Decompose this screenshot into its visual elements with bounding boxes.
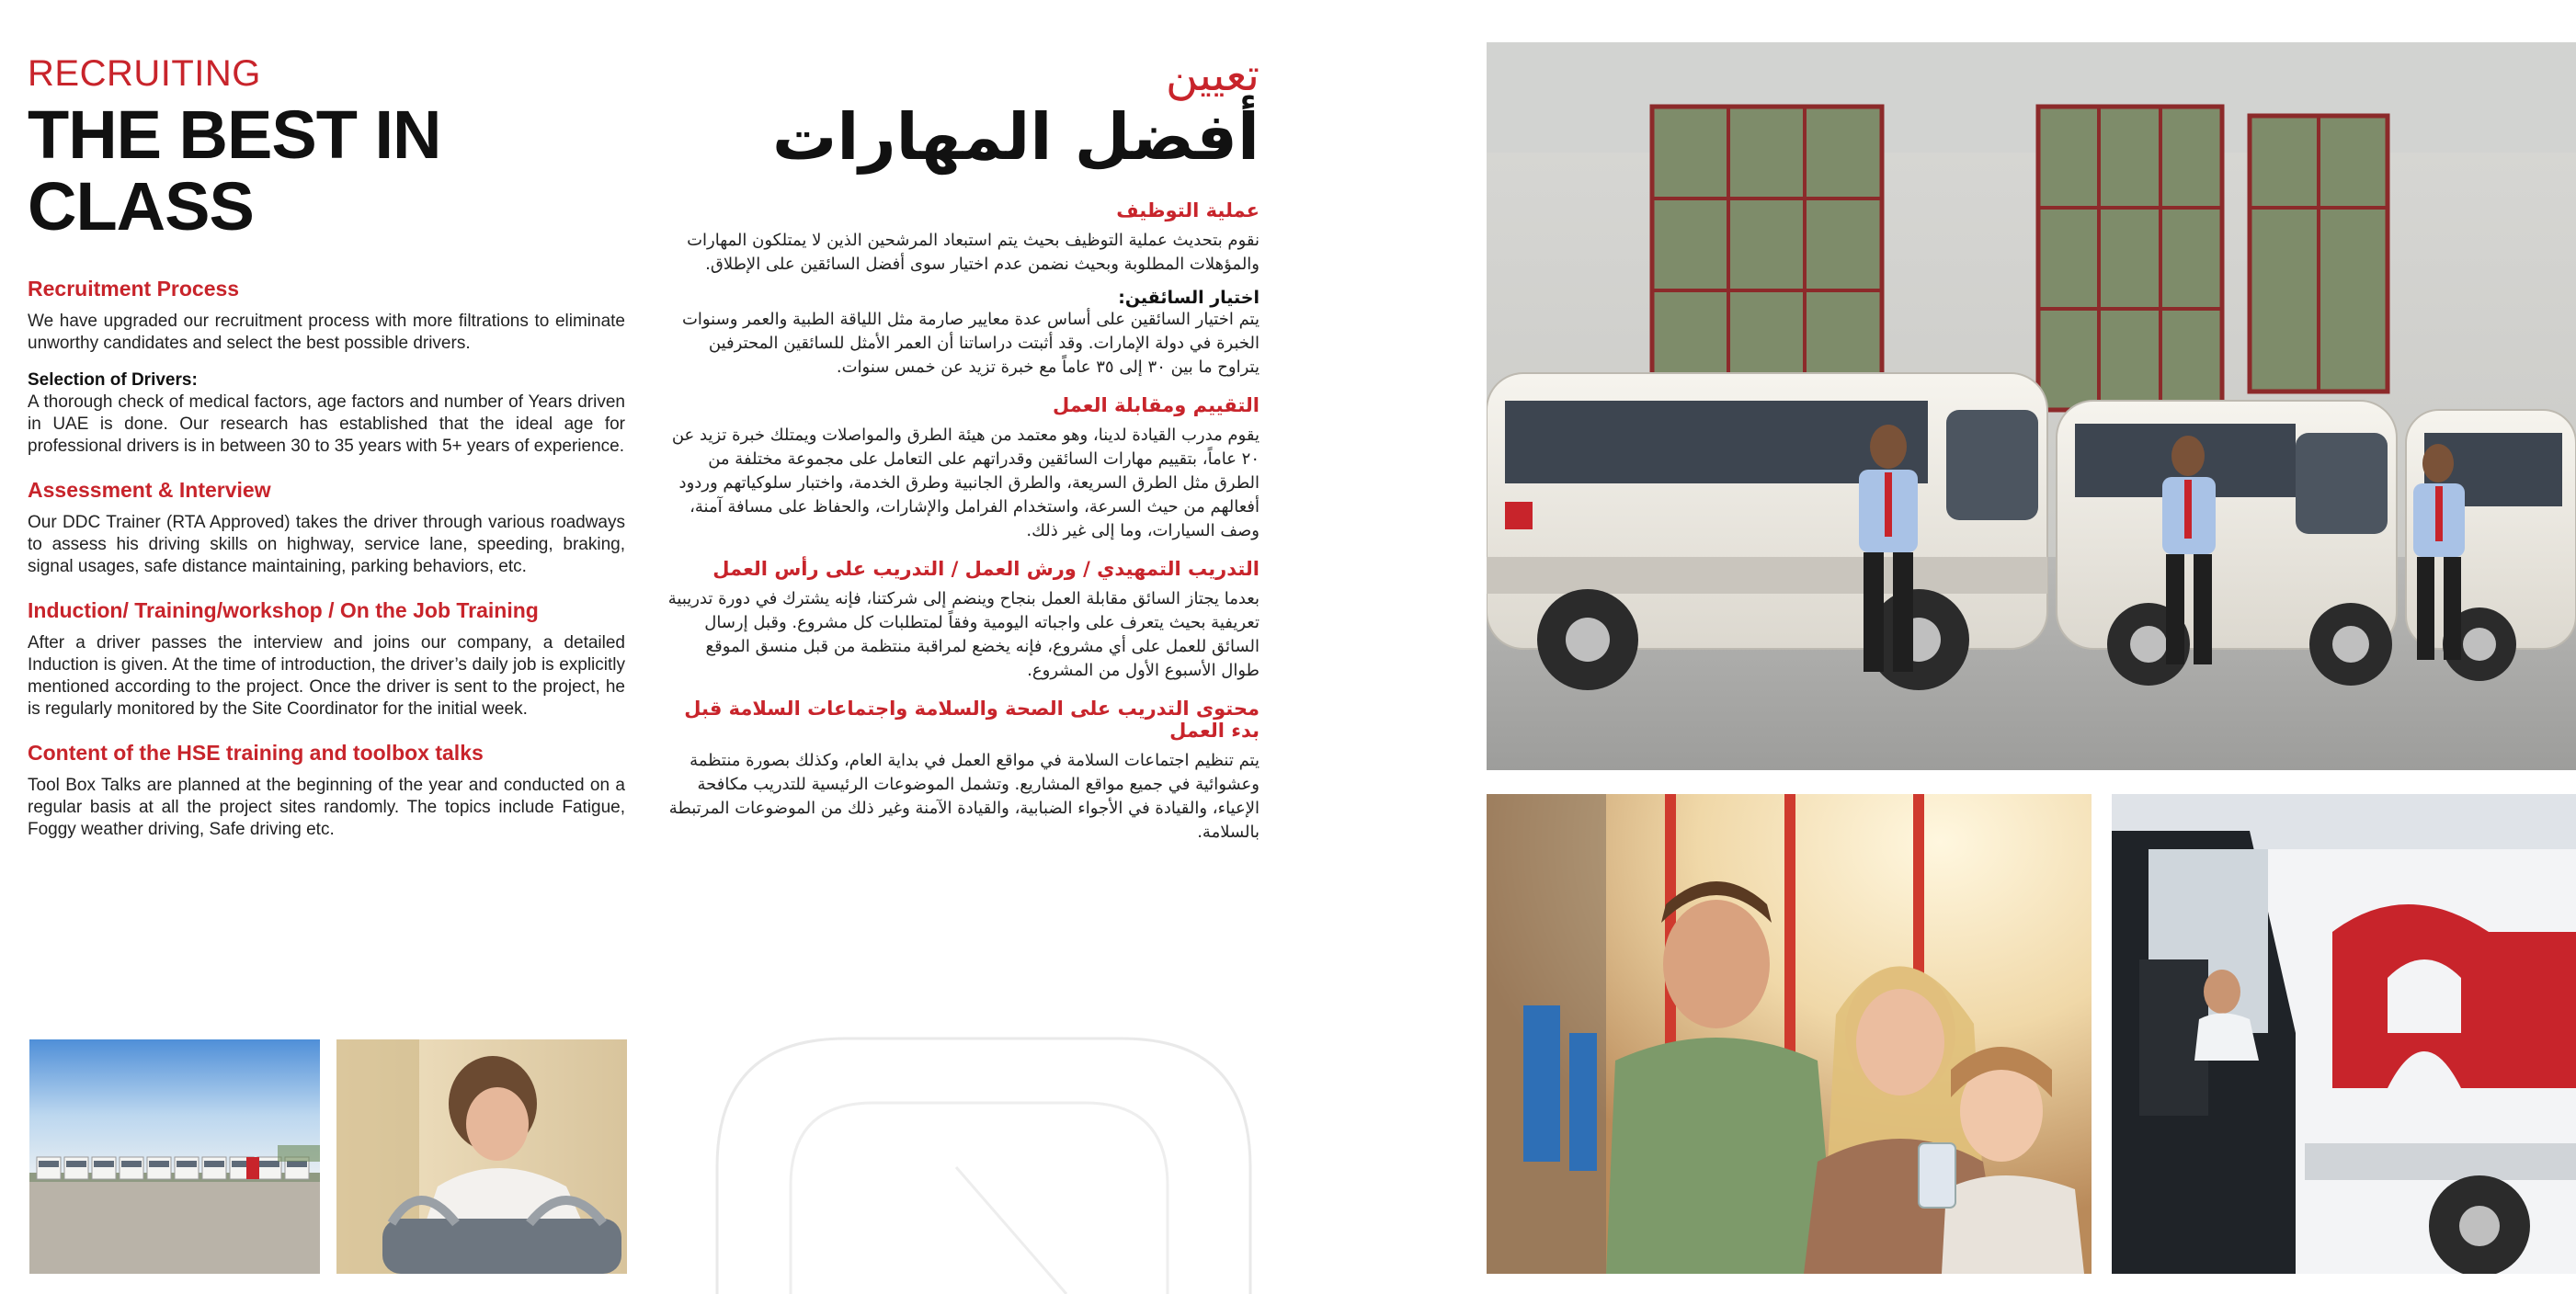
en-body-assessment: Our DDC Trainer (RTA Approved) takes the driver through various roadways to assess his driving skills on highway, service lane, speeding, braking, signal usages, safe distance maintaining, parking behaviors, etc.	[28, 513, 625, 577]
en-body-hse: Tool Box Talks are planned at the beginning of the year and conducted on a regular basis at all the project sites randomly. The topics include Fatigue, Foggy weather driving, Safe driving etc.	[28, 776, 625, 840]
ar-section-assessment	[667, 394, 1260, 543]
ar-title: أفضل المهارات	[772, 98, 1260, 175]
english-column	[28, 53, 625, 841]
drivers-minibuses-photo	[1487, 42, 2576, 770]
en-section-hse	[28, 741, 625, 841]
en-kicker: RECRUITING	[28, 53, 261, 94]
en-heading-assessment: Assessment & Interview	[28, 478, 271, 503]
ar-body-selection: يتم اختيار السائقين على أساس عدة معايير صارمة مثل اللياقة الطبية والعمر وسنوات الخبرة في دولة الإمارات. وقد أثبتت دراساتنا أن العمر الأمثل للسائقين المحترفين يتراوح ما بين ٣٠ إلى ٣٥ عاماً مع خبرة تزيد عن خمس سنوات.	[681, 310, 1260, 378]
ar-section-induction	[667, 558, 1260, 683]
en-heading-induction: Induction/ Training/workshop / On the Job Training	[28, 598, 539, 623]
background-logo-outline	[680, 1020, 1269, 1294]
ar-body-assessment: يقوم مدرب القيادة لدينا، وهو معتمد من هيئة الطرق والمواصلات ويمتلك خبرة تزيد عن ٢٠ عاماً، بتقييم مهارات السائقين وقدراتهم على التعامل على مجموعة مختلفة من الطرق مثل الطرق السريعة، والطرق الجانبية وطرق الخدمة، واختبار سلوكياتهم وردود أفعالهم من حيث السرعة، واستخدام الفرامل والإشارات، والحفاظ على مسافة آمنة، وصف السيارات، وما إلى غير ذلك.	[671, 426, 1260, 541]
en-body-selection: A thorough check of medical factors, age factors and number of Years driven in UAE is done. Our research has established that the ideal age for professional drivers is in between 30 to 35 years with 5+ years of experience.	[28, 392, 625, 457]
en-section-induction	[28, 598, 625, 721]
ar-body-recruitment: نقوم بتحديث عملية التوظيف بحيث يتم استبعاد المرشحين الذين لا يمتلكون المهارات والمؤهلات المطلوبة وبحيث نضمن عدم اختيار سوى أفضل السائقين على الإطلاق.	[687, 231, 1260, 275]
en-heading-recruitment: Recruitment Process	[28, 277, 240, 301]
fleet-yard-photo	[29, 1039, 320, 1274]
ar-heading-recruitment: عملية التوظيف	[1116, 199, 1260, 222]
arabic-column	[667, 51, 1260, 845]
ar-heading-hse: محتوى التدريب على الصحة والسلامة واجتماعات السلامة قبل بدء العمل	[684, 698, 1260, 743]
ar-subheading-selection: اختيار السائقين:	[1118, 288, 1260, 309]
ar-body-induction: بعدما يجتاز السائق مقابلة العمل بنجاح وينضم إلى شركتنا، فإنه يشترك في دورة تدريبية تعريفية بحيث يتعرف على واجباته اليومية وفقاً لمتطلبات كل مشروع. وقبل إرسال السائق للعمل على أي مشروع، فإنه يخضع لمراقبة منتظمة من قبل منسق الموقع طوال الأسبوع الأول من المشروع.	[667, 589, 1260, 681]
en-section-assessment	[28, 478, 625, 578]
en-body-recruitment: We have upgraded our recruitment process with more filtrations to eliminate unworthy candidates and select the best possible drivers.	[28, 312, 625, 354]
en-body-induction: After a driver passes the interview and joins our company, a detailed Induction is given. At the time of introduction, the driver’s daily job is explicitly mentioned according to the project. Once the driver is sent to the project, he is regularly monitored by the Site Coordinator for the initial week.	[28, 633, 625, 720]
ar-heading-assessment: التقييم ومقابلة العمل	[1052, 394, 1260, 417]
coach-driver-photo	[2112, 794, 2576, 1274]
ar-heading-induction: التدريب التمهيدي / ورش العمل / التدريب على رأس العمل	[712, 558, 1260, 581]
passengers-photo	[1487, 794, 2092, 1274]
ar-body-hse: يتم تنظيم اجتماعات السلامة في مواقع العمل في بداية العام، وكذلك بصورة منتظمة وعشوائية في جميع مواقع المشاريع. وتشمل الموضوعات الرئيسية للتدريب مكافحة الإعياء، والقيادة في الأجواء الضبابية، والقيادة الآمنة وغير ذلك من الموضوعات المرتبطة بالسلامة.	[668, 751, 1260, 843]
ar-section-recruitment	[667, 199, 1260, 380]
ar-kicker: تعيين	[1165, 50, 1260, 101]
en-subheading-selection: Selection of Drivers:	[28, 370, 198, 391]
en-title: THE BEST IN CLASS	[28, 96, 441, 244]
woman-seat-photo	[336, 1039, 627, 1274]
en-section-recruitment	[28, 277, 625, 458]
en-heading-hse: Content of the HSE training and toolbox talks	[28, 741, 484, 766]
ar-section-hse	[667, 698, 1260, 845]
